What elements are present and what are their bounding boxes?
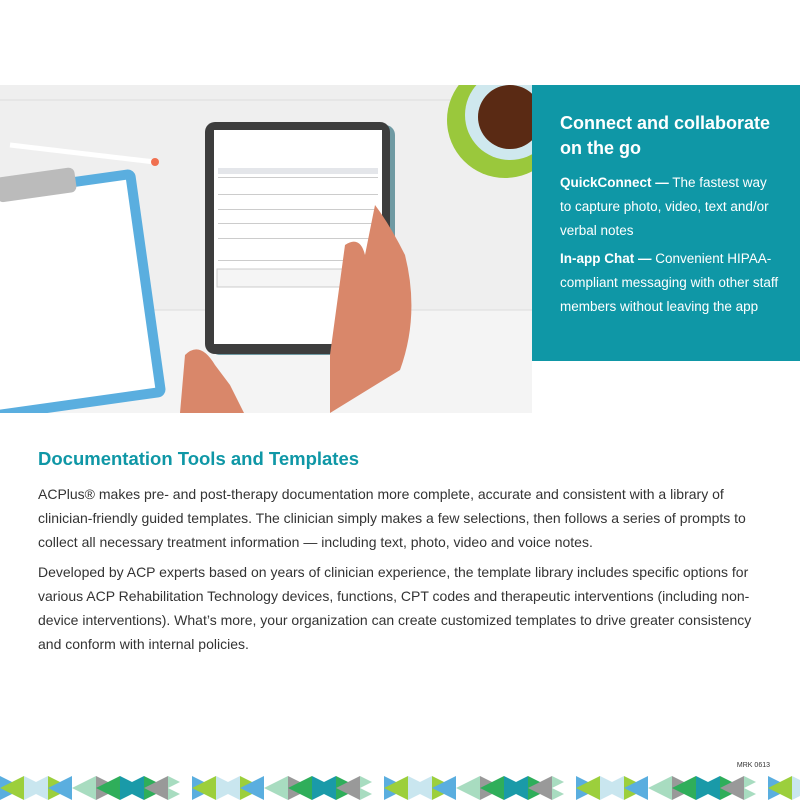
section-title: Documentation Tools and Templates — [38, 448, 360, 469]
connect-panel — [532, 85, 800, 361]
hero-illustration — [0, 85, 532, 413]
in-app-chat-feature: In-app Chat — Convenient HIPAA-compliant messaging with other staff members without leaving the app — [560, 251, 779, 314]
document-code: MRK 0613 — [736, 762, 770, 769]
panel-title: Connect and collaborate on the go — [560, 113, 771, 158]
quickconnect-feature: QuickConnect — The fastest way to capture photo, video, text and/or verbal notes — [560, 175, 769, 238]
documentation-section — [38, 448, 778, 662]
decorative-triangle-band — [0, 776, 800, 800]
paragraph-2: Developed by ACP experts based on years of clinician experience, the template library includes specific options for various ACP Rehabilitation Technology devices, functions, CPT codes and therapeutic interventions (including non-device interventions). What’s more, your organization can create customized templates to drive greater consistency and conform with internal policies. — [38, 564, 752, 652]
paragraph-1: ACPlus® makes pre- and post-therapy documentation more complete, accurate and consistent with a library of clinician-friendly guided templates. The clinician simply makes a few selections, then follows a series of prompts to collect all necessary treatment information — including text, photo, video and voice notes. — [38, 486, 746, 550]
